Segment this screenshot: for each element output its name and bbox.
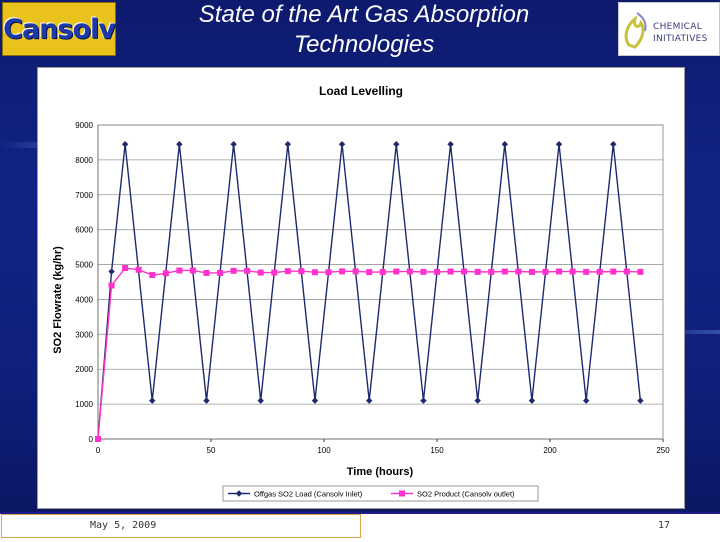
y-tick-label: 6000 [75,225,93,235]
data-point [502,269,508,275]
data-point [95,436,101,442]
data-point [231,268,237,274]
data-point [122,141,128,147]
data-point [285,268,291,274]
legend-label: Offgas SO2 Load (Cansolv Inlet) [254,489,363,499]
data-point [366,269,372,275]
x-tick-label: 200 [543,446,557,455]
legend-label: SO2 Product (Cansolv outlet) [417,489,515,499]
data-point [217,270,223,276]
data-point [393,141,399,147]
data-point [515,269,521,275]
data-point [624,269,630,275]
data-point [447,141,453,147]
data-point [190,267,196,273]
data-point [407,269,413,275]
data-point [203,397,209,403]
data-point [176,267,182,273]
data-point [583,269,589,275]
page-number: 17 [658,520,671,531]
data-point [488,269,494,275]
data-point [285,141,291,147]
cansolv-logo-text: Cansolv [3,13,115,45]
footer-date: May 5, 2009 [90,520,157,531]
legend-marker [399,491,405,497]
y-tick-label: 8000 [75,155,93,165]
data-point [366,397,372,403]
series [95,141,644,442]
data-point [570,269,576,275]
slide-title: State of the Art Gas Absorption Technologies [198,1,530,58]
data-point [461,269,467,275]
cansolv-logo [2,2,116,56]
data-point [610,141,616,147]
series-line [98,144,640,439]
y-tick-label: 2000 [75,365,93,375]
y-tick-label: 5000 [75,260,93,270]
series-so2-product [95,265,643,442]
footer-date-box [1,514,361,538]
data-point [244,268,250,274]
data-point [339,141,345,147]
data-point [136,267,142,273]
chemical-initiatives-logo [618,2,720,56]
data-point [583,397,589,403]
flame-icon [619,3,655,55]
logo-text-line1: CHEMICAL [653,22,703,32]
y-tick-label: 3000 [75,330,93,340]
data-point [108,268,114,274]
data-point [176,141,182,147]
data-point [271,270,277,276]
data-point [380,269,386,275]
series-line [98,268,640,439]
data-point [556,141,562,147]
data-point [448,269,454,275]
data-point [163,270,169,276]
data-point [637,269,643,275]
data-point [339,268,345,274]
data-point [312,397,318,403]
y-tick-label: 1000 [75,400,93,410]
data-point [149,397,155,403]
data-point [258,270,264,276]
data-point [326,269,332,275]
data-point [434,269,440,275]
y-tick-label: 4000 [75,295,93,305]
data-point [475,269,481,275]
x-tick-label: 0 [95,446,101,455]
data-point [542,269,548,275]
data-point [312,269,318,275]
x-tick-label: 150 [430,446,444,455]
data-point [502,141,508,147]
data-point [420,269,426,275]
y-tick-label: 7000 [75,190,93,200]
x-tick-label: 100 [317,446,331,455]
data-point [393,269,399,275]
chart-title: Load Levelling [318,84,404,98]
data-point [610,269,616,275]
load-levelling-chart [38,68,684,508]
data-point [230,141,236,147]
y-tick-label: 0 [88,435,93,444]
data-point [109,282,115,288]
data-point [556,269,562,275]
chart-panel [37,67,685,509]
data-point [298,268,304,274]
data-point [203,270,209,276]
series-offgas-load [95,141,644,442]
data-point [353,268,359,274]
logo-text-line2: INITIATIVES [653,34,708,44]
data-point [258,397,264,403]
legend [223,486,538,501]
data-point [637,397,643,403]
data-point [529,397,535,403]
x-axis-label: Time (hours) [346,466,414,478]
x-tick-label: 50 [206,446,216,455]
data-point [597,269,603,275]
data-point [474,397,480,403]
y-axis-label: SO2 Flowrate (kg/hr) [52,246,64,354]
data-point [122,265,128,271]
data-point [420,397,426,403]
data-point [529,269,535,275]
y-tick-label: 9000 [75,121,93,130]
data-point [149,272,155,278]
x-tick-label: 250 [656,446,670,455]
